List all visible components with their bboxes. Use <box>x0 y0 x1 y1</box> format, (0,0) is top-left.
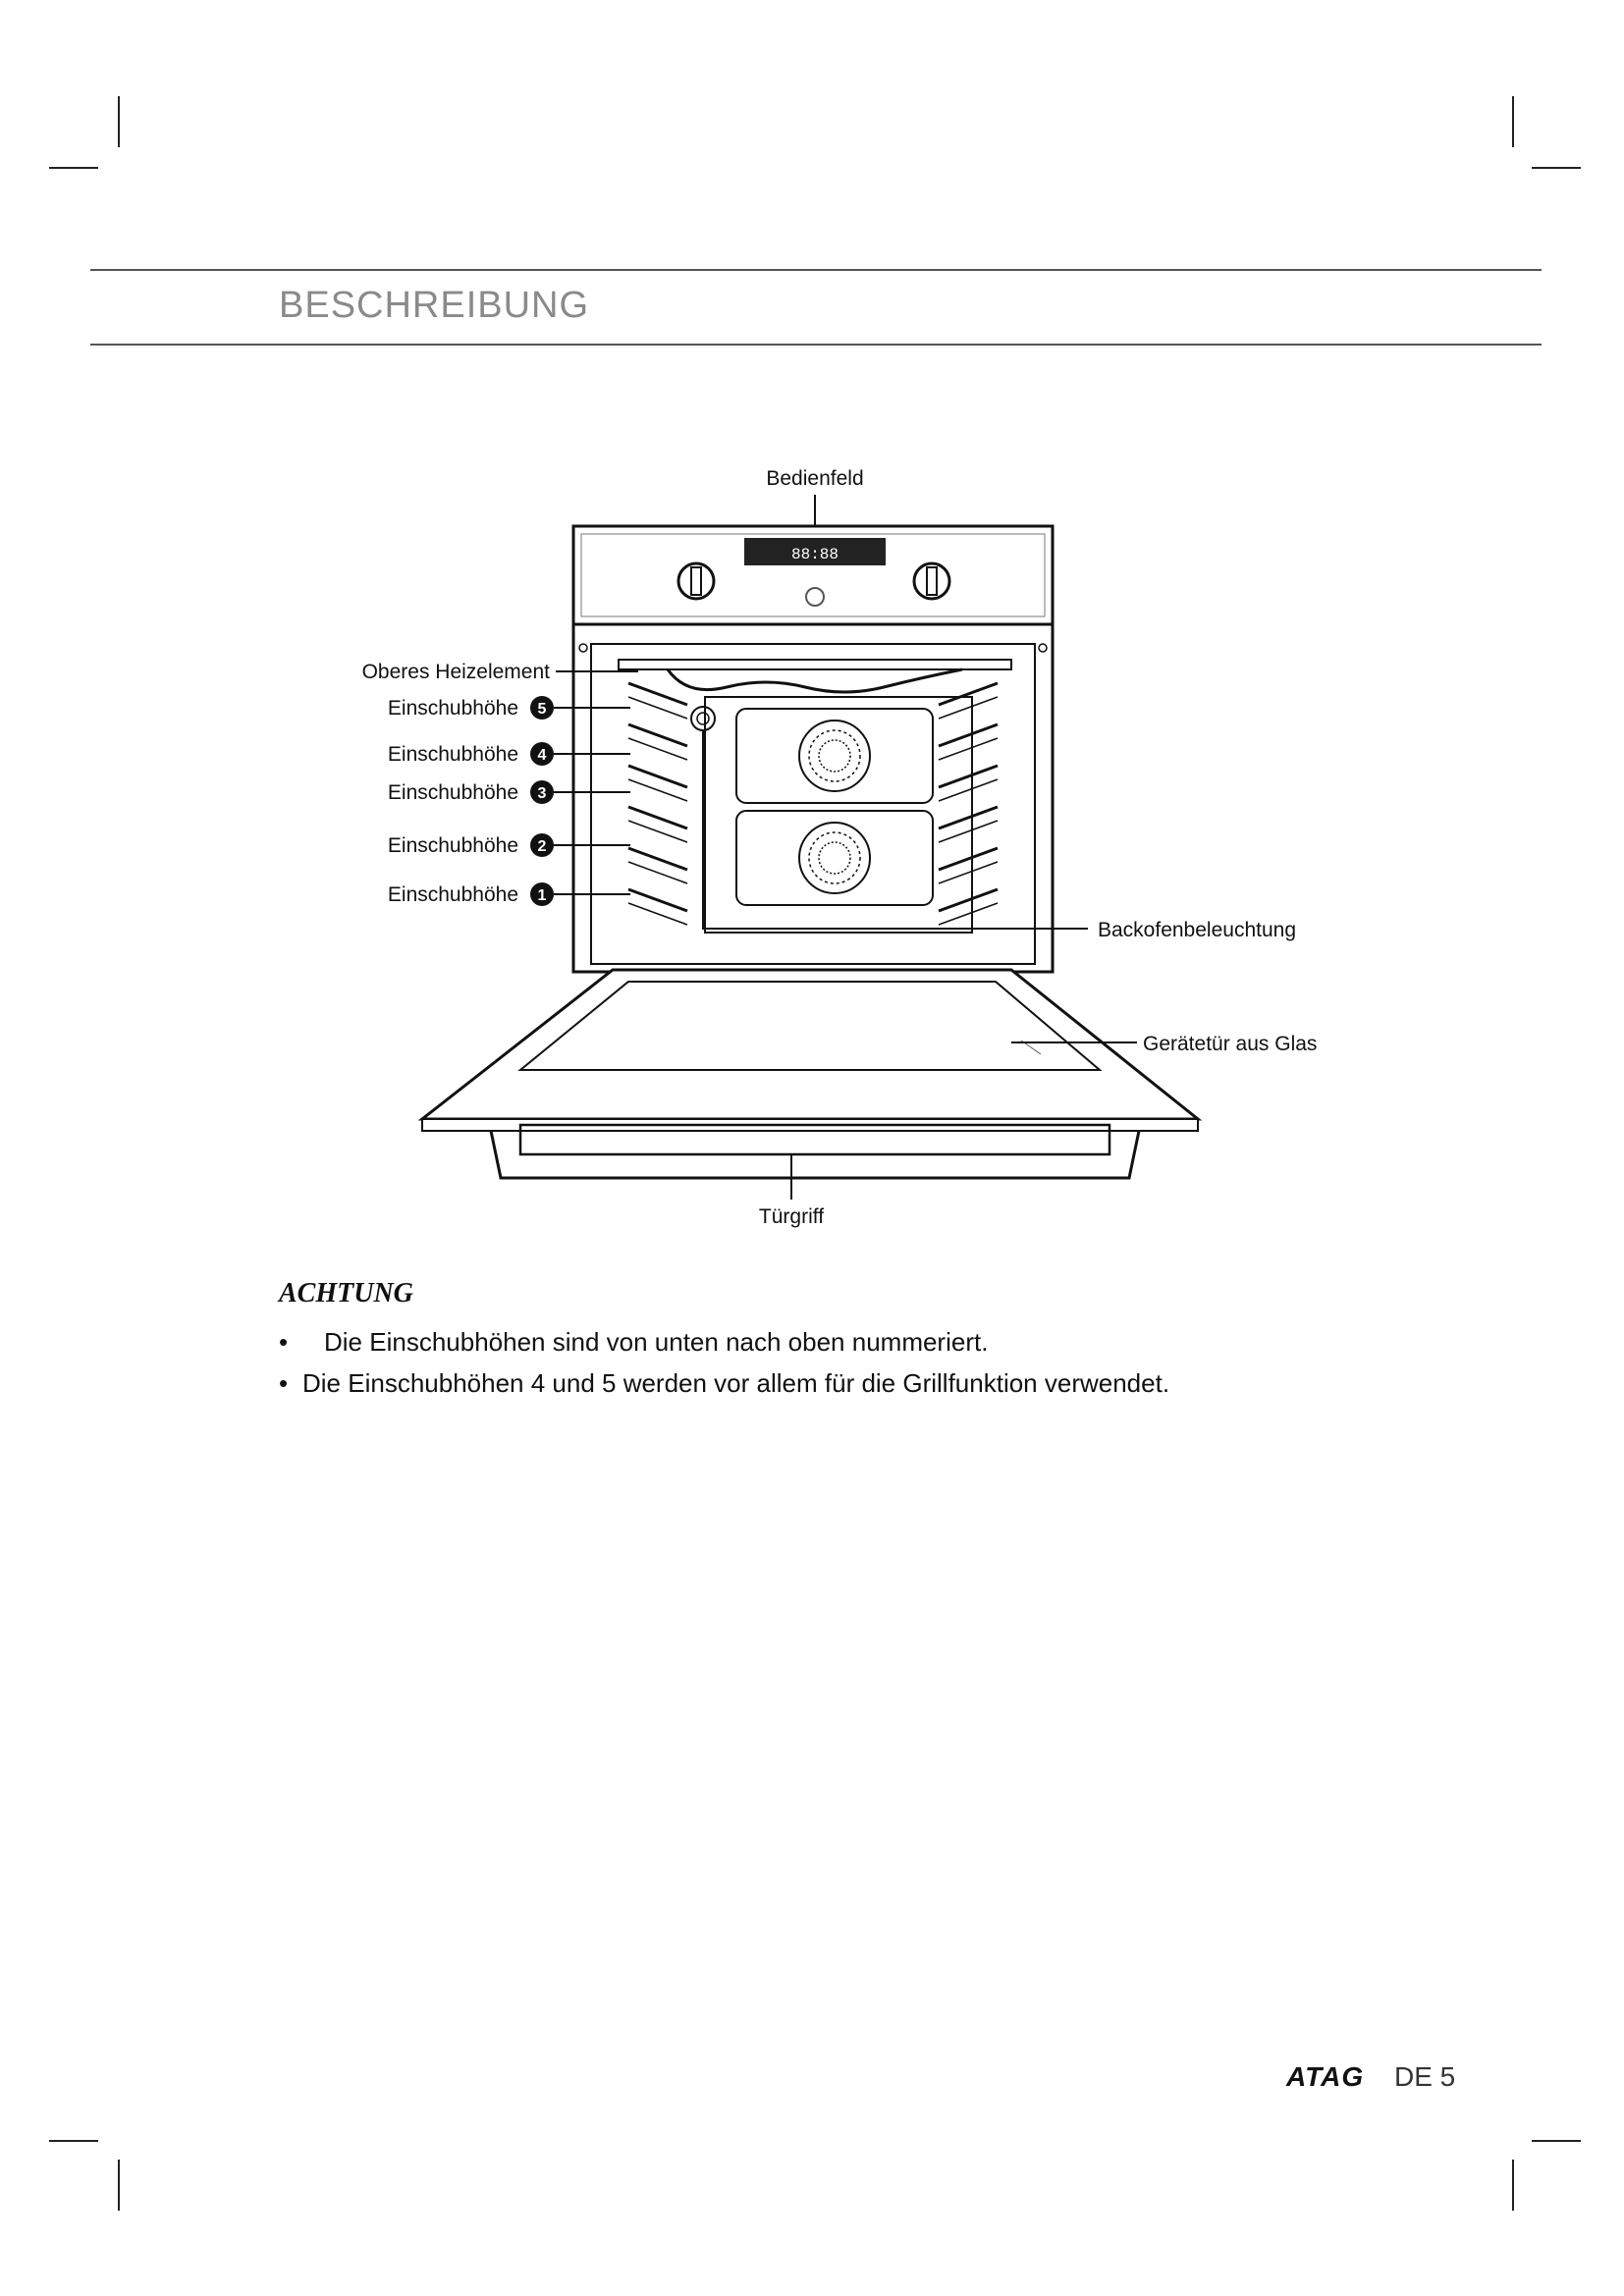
oven-body <box>573 526 1053 972</box>
bullet-symbol: • <box>279 1327 289 1357</box>
crop-mark <box>1532 2140 1581 2142</box>
label-shelf-4: Einschubhöhe <box>387 743 518 766</box>
crop-mark <box>49 167 98 169</box>
page-title: BESCHREIBUNG <box>279 285 590 326</box>
oven-diagram <box>334 452 1355 1237</box>
label-shelf-5: Einschubhöhe <box>387 697 518 720</box>
label-door-handle: Türgriff <box>758 1205 825 1228</box>
header-rule-bottom <box>90 344 1542 346</box>
label-control-panel: Bedienfeld <box>766 467 864 490</box>
note-bullet <box>279 1368 1169 1399</box>
label-oven-light: Backofenbeleuchtung <box>1098 919 1296 941</box>
note-title: ACHTUNG <box>279 1278 413 1308</box>
shelf-number-3: 3 <box>537 785 547 802</box>
crop-mark <box>118 96 120 147</box>
shelf-number-4: 4 <box>537 747 547 764</box>
shelf-number-5: 5 <box>537 701 547 718</box>
label-shelf-1: Einschubhöhe <box>387 883 518 906</box>
shelf-number-2: 2 <box>537 838 547 855</box>
crop-mark <box>1512 2160 1514 2211</box>
label-shelf-3: Einschubhöhe <box>387 781 518 804</box>
crop-mark <box>1512 96 1514 147</box>
label-shelf-2: Einschubhöhe <box>387 834 518 857</box>
page-number: DE 5 <box>1394 2061 1456 2092</box>
crop-mark <box>118 2160 120 2211</box>
label-upper-heater: Oberes Heizelement <box>361 661 550 683</box>
header-rule-top <box>90 269 1542 271</box>
note-bullet-text: Die Einschubhöhen sind von unten nach oben nummeriert. <box>324 1327 989 1357</box>
crop-mark <box>49 2140 98 2142</box>
brand-logo: ATAG <box>1286 2061 1365 2092</box>
label-glass-door: Gerätetür aus Glas <box>1143 1033 1318 1055</box>
oven-door <box>422 970 1198 1178</box>
note-bullet <box>279 1327 988 1358</box>
note-bullet-text: Die Einschubhöhen 4 und 5 werden vor allem für die Grillfunktion verwendet. <box>302 1368 1170 1398</box>
display-readout: 88:88 <box>790 546 839 563</box>
shelf-number-1: 1 <box>537 887 547 904</box>
crop-mark <box>1532 167 1581 169</box>
bullet-symbol: • <box>279 1368 289 1398</box>
